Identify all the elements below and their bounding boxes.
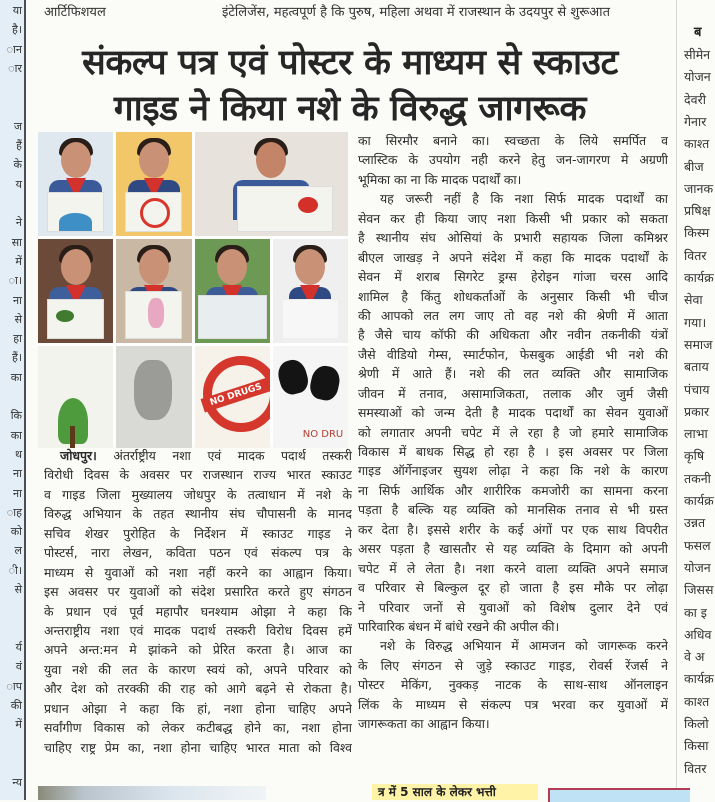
right-column-fragment: समाज: [684, 336, 713, 352]
right-column-fragment: किलो: [684, 716, 709, 731]
left-column-fragment: ाप: [6, 679, 22, 693]
article-line: पारिवारिक बंधन में बांधे रखने की अपील की।: [358, 618, 560, 634]
right-column-fragment: वितर: [684, 760, 707, 776]
left-column-fragment: ान: [6, 42, 22, 56]
article-line: नशे के विरुद्ध अभियान में आमजन को जागरूक करने: [380, 638, 668, 654]
left-column-fragment: की: [10, 698, 22, 712]
left-column-fragment: या: [12, 4, 22, 17]
left-column-fragment: ा।: [8, 274, 22, 288]
photo-scout-outdoor-poster: [195, 239, 270, 343]
article-line: असर पड़ता है खासतौर से यह व्यक्ति के दिमाग को अपनी: [358, 541, 668, 557]
article-line: है जैसे चाय कॉफी की अधिकता और नवीन तकनीकी यंत्रों: [358, 327, 668, 343]
article-line: शामिल है किंतु शोधकर्ताओं के अनुसार किसी भी चीज: [358, 288, 668, 304]
right-column-fragment: सीमेन: [684, 47, 711, 62]
left-column-fragment: र्य: [15, 640, 22, 654]
left-column-fragment: में: [15, 718, 22, 732]
article-line: ने परिवार जनों से युवाओं को विशेष दुलार देने एवं: [358, 599, 668, 615]
article-line: सेवन में शराब सिगरेट ड्रग्स हेरोइन गांजा चरस आदि: [358, 269, 668, 285]
left-column-fragment: ार: [8, 61, 22, 75]
article-line: पड़ता है बल्कि यह व्यक्ति को मानसिक तनाव से भी ग्रस्त: [358, 502, 668, 518]
right-column-fragment: गया।: [684, 314, 707, 330]
right-column-fragment: काश्त: [684, 136, 710, 152]
article-line: विकास में बाधक सिद्ध हो रहा है । इस अवसर पर जिला: [358, 444, 668, 459]
article-line: के प्रधान एवं पूर्व महापौर घनश्याम ओझा ने कहा कि: [44, 603, 352, 619]
article-line: को लगातार अपनी चपेट में ले रहा है जो हमारे सामाजिक: [358, 424, 668, 440]
right-column-fragment: वे अ: [684, 649, 705, 665]
left-column-fragment: से: [14, 312, 22, 326]
left-column-fragment: में: [15, 254, 22, 268]
article-line: प्रधान ओझा ने कहा कि हां, नशा होना चाहिए अपने: [44, 700, 352, 716]
article-line: लिंक के माध्यम से संकल्प पत्र भरवा कर युवाओं में: [358, 696, 668, 712]
article-line: चाहिए राष्ट्र प्रेम का, नशा होना चाहिए भारत माता को विश्व: [44, 739, 352, 755]
right-column-fragment: जिसस: [684, 582, 714, 598]
right-column-fragment: कार्यक्र: [684, 270, 714, 285]
right-column-fragment: तकनी: [684, 470, 711, 486]
left-column-fragment: ी।: [8, 563, 22, 577]
article-line: और देश को तरक्की की राह को आगे बढ़ने से रोकता है।: [44, 681, 352, 697]
article-line: व परिवार से बिल्कुल दूर हो जाता है इस मौके पर लोढ़ा: [358, 580, 668, 596]
right-column-fragment: योजन: [684, 559, 711, 575]
photo-sketch-poster: [116, 346, 191, 448]
photo-scout-green-poster: [38, 239, 113, 343]
article-line: विरुद्ध अभियान के तहत स्थानीय संघ चौपासनी के मानद: [44, 506, 352, 522]
left-column-fragment: न्य: [12, 776, 22, 789]
headline-line-2: गाइड ने किया नशे के विरुद्ध जागरूक: [113, 89, 587, 129]
right-column-fragment: कार्यक्र: [684, 671, 714, 687]
left-column-fragment: हैं: [16, 139, 22, 153]
article-line: इस अवसर पर युवाओं को संदेश प्रसारित करते हुए संगठन: [44, 584, 352, 600]
left-column-fragment: का: [10, 370, 22, 384]
article-line: विरोधी दिवस के अवसर पर राजस्थान राज्य भारत स्काउट: [44, 467, 352, 483]
top-line-right: इंटेलिजेंस, महत्वपूर्ण है कि पुरुष, महिला अथवा में राजस्थान के उदयपुर से शुरूआत: [222, 5, 610, 20]
next-article-headline: त्र में 5 साल के लेकर भत्ती: [372, 784, 538, 800]
right-column-fragment: प्रकार: [684, 403, 710, 419]
left-column-fragment: य: [15, 177, 22, 191]
handprint-text: NO DRU: [302, 429, 344, 440]
photo-scout-no-sign-poster: [116, 132, 191, 236]
photo-scout-plain: [273, 239, 348, 343]
right-column-fragment: उन्नत: [684, 515, 706, 531]
article-line: व गाइड जिला मुख्यालय जोधपुर के तत्वाधान में नशे के: [44, 486, 352, 502]
next-article-photo: [38, 786, 266, 800]
article-line: के लिए संगठन से जुड़े स्काउट गाइड, रोवर्स रेंजर्स ने: [358, 657, 668, 673]
right-column-fragment: लाभा: [684, 426, 708, 442]
headline-line-1: संकल्प पत्र एवं पोस्टर के माध्यम से स्काउट: [82, 43, 618, 83]
left-column-fragment: ना: [13, 293, 22, 307]
article-line: है स्थानीय संघ ओसियां के प्रभारी सहायक जिला कमिश्नर: [358, 230, 668, 246]
right-column-fragment: कार्यक्र: [684, 493, 714, 508]
right-column-fragment: देवरी: [684, 91, 706, 107]
article-line: बीएल जाखड़ ने अपने संदेश में कहा कि मादक पदार्थों के: [358, 249, 668, 265]
left-adjacent-column: [0, 0, 24, 800]
next-article-strip: [38, 786, 678, 800]
article-line: जोधपुर। अंतर्राष्ट्रीय नशा एवं मादक पदार्थ तस्करी: [60, 448, 352, 463]
article-line: सेवन कर ही किया जाए नशा किसी भी प्रकार को सकता: [358, 210, 668, 226]
article-line: माध्यम से युवाओं को नशा नहीं करने का आह्वान किया।: [44, 564, 352, 580]
left-column-fragment: है।: [11, 23, 22, 37]
article-line: पोस्टर मेकिंग, नुक्कड़ नाटक के साथ-साथ ऑनलाइन: [358, 677, 668, 693]
top-line-left: आर्टिफिशयल: [44, 5, 106, 20]
right-column-fragment: कृषि: [684, 448, 705, 464]
photo-collage: [38, 132, 348, 444]
article-line: प्लास्टिक के उपयोग नही करने हेतु जन-जागरण मे अग्रणी: [358, 152, 668, 168]
article-line: का सिरमौर बनाने का। स्वच्छता के लिये समर्पित व: [358, 133, 668, 148]
article-line: जागरूकता का आह्वान किया।: [358, 716, 490, 732]
previous-article-line: [44, 2, 674, 20]
article-headline: [30, 40, 670, 132]
right-column-fragment: वितर: [684, 247, 707, 263]
dateline: जोधपुर।: [60, 448, 97, 463]
right-column-fragment: अधिव: [684, 626, 712, 642]
left-column-fragment: वं: [15, 660, 22, 674]
left-column-fragment: ल: [14, 544, 22, 558]
article-line: चपेट में ले लेता है। नशा करने वाला व्यक्ति अपने समाज: [358, 560, 668, 576]
left-column-fragment: ज: [13, 119, 22, 133]
left-column-fragment: सा: [11, 235, 22, 249]
right-column-fragment: पंचाय: [684, 381, 710, 397]
column-divider: [676, 0, 677, 800]
left-column-fragment: थ: [14, 447, 22, 461]
article-line: जैसे वीडियो गेम्स, स्मार्टफोन, फेसबुक आईडी भी नशे की: [358, 346, 668, 362]
article-line: अपने अन्त:मन मे झांकने को प्रेरित करता है। आज का: [44, 642, 352, 658]
article-line: यह जरूरी नहीं है कि नशा सिर्फ मादक पदार्थों का: [380, 191, 668, 207]
article-line: कर देता है। इससे शरीर के कई अंगों पर एक साथ विपरीत: [358, 521, 668, 537]
left-column-fragment: का: [10, 428, 22, 442]
article-line: युवा नशे की लत के कारण स्वयं को, अपने परिवार को: [44, 661, 352, 677]
photo-scout-earth-poster: [38, 132, 113, 236]
photo-no-drugs-poster: [195, 346, 270, 448]
article-column-1: [44, 446, 352, 757]
article-line: समस्याओं को जन्म देती है मादक पदार्थों का सेवन युवाओं: [358, 405, 668, 421]
photo-tree-poster: [38, 346, 113, 448]
article-column-2: [358, 131, 668, 734]
left-column-fragment: ना: [13, 467, 22, 481]
left-column-fragment: के: [13, 158, 22, 172]
article-line: जीवन में तनाव, असामाजिकता, तलाक और जुर्म जैसी: [358, 385, 668, 401]
photo-scout-virus-poster: [195, 132, 349, 236]
right-column-fragment: काश्त: [684, 693, 710, 709]
article-line: सर्वांगीण विकास को लेकर कटीबद्ध होने का, नशा होना: [44, 720, 352, 736]
left-column-fragment: कि: [10, 409, 22, 423]
left-column-fragment: से: [14, 583, 22, 596]
right-column-fragment: किस्म: [684, 225, 710, 241]
right-column-fragment: बीज: [684, 158, 704, 174]
left-column-fragment: को: [10, 525, 22, 539]
right-column-fragment: सेवा: [684, 292, 703, 308]
right-column-fragment: किसा: [684, 738, 709, 754]
right-adjacent-column: [680, 0, 715, 800]
photo-scout-pink-poster: [116, 239, 191, 343]
right-column-fragment: योजन: [684, 69, 711, 85]
left-column-fragment: ाह: [6, 505, 22, 519]
right-column-fragment: का इ: [684, 604, 707, 620]
left-column-fragment: हैं।: [11, 351, 22, 365]
article-line: पोस्टर्स, नारा लेखन, कविता पठन एवं संकल्प पत्र के: [44, 545, 352, 561]
left-column-fragment: ने: [15, 216, 22, 230]
article-line: अन्तराष्ट्रीय नशा एवं मादक पदार्थ तस्करी विरोध दिवस हमें: [44, 622, 352, 638]
photo-handprints-poster: [273, 346, 348, 448]
article-line: श्रेणी में आते हैं। नशे की लत व्यक्ति और सामाजिक: [358, 366, 668, 382]
right-column-fragment: बताय: [684, 359, 709, 375]
right-column-fragment: प्रषिक्ष: [684, 203, 711, 219]
right-column-heading: ब: [694, 25, 702, 40]
article-line: ना सिर्फ आर्थिक और शारीरिक कमजोरी का सामना करना: [358, 482, 668, 498]
article-line: की आपको लत लग जाए तो वह नशे की श्रेणी में आता: [358, 307, 668, 323]
article-line: सचिव शेखर पुरोहित के निर्देशन में स्काउट गाइड ने: [44, 525, 352, 541]
article-line: भूमिका का ना कि मादक पदार्थों का।: [358, 171, 522, 187]
right-column-fragment: फसल: [684, 537, 711, 553]
right-column-fragment: जानक: [684, 180, 714, 196]
column-rule: [24, 0, 26, 800]
right-column-fragment: गेनार: [684, 113, 707, 129]
left-column-fragment: हा: [13, 332, 22, 346]
article-line: गाइड ऑर्गेनाइजर सुयश लोढ़ा ने कहा कि नशे के कारण: [358, 463, 668, 479]
no-drugs-label: NO DRUGS: [200, 378, 270, 413]
left-column-fragment: ना: [13, 486, 22, 500]
